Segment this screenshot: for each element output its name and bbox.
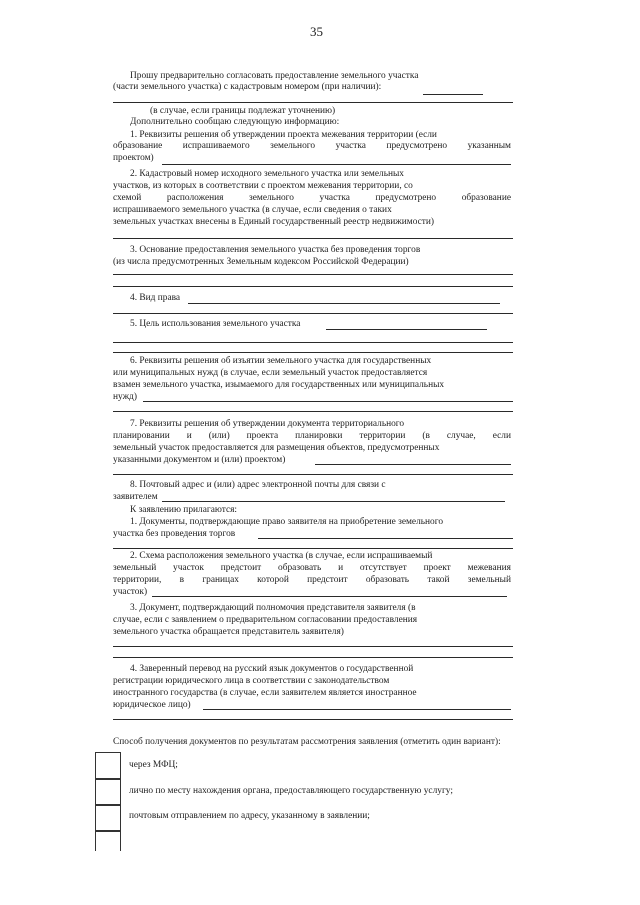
item-8-field[interactable] (162, 501, 505, 502)
item-2-field[interactable] (113, 238, 513, 239)
attachment-1-field[interactable] (258, 538, 513, 539)
request-line-2: (части земельного участка) с кадастровым номером (при наличии): (113, 82, 382, 92)
item-6-field-2[interactable] (113, 411, 513, 412)
item-3-line-1: 3. Основание предоставления земельного участка без проведения торгов (130, 245, 421, 255)
attachment-2-line-4: участок) (113, 587, 148, 597)
attachment-2-field[interactable] (152, 596, 507, 597)
attachment-2-line-3: территории, в границах которой предстоит образовать такой земельный (113, 575, 511, 585)
item-2-line-5: земельных участках внесены в Единый государственный реестр недвижимости) (113, 217, 435, 227)
item-3-field-2[interactable] (113, 286, 513, 287)
cadastral-number-field[interactable] (423, 94, 483, 95)
attachment-3-line-1: 3. Документ, подтверждающий полномочия представителя заявителя (в (130, 603, 416, 613)
attachment-2-line-2: земельный участок предстоит образовать и отсутствует проект межевания (113, 563, 511, 573)
request-line-1: Прошу предварительно согласовать предоставление земельного участка (130, 71, 419, 81)
page-number: 35 (310, 24, 323, 39)
item-6-line-3: взамен земельного участка, изымаемого для государственных или муниципальных (113, 380, 445, 390)
cadastral-number-field-line-2[interactable] (113, 102, 513, 103)
delivery-option-mfc-checkbox[interactable] (95, 752, 121, 780)
attachment-2-line-1: 2. Схема расположения земельного участка (в случае, если испрашиваемый (130, 551, 433, 561)
attachment-1-line-2: участка без проведения торгов (113, 529, 236, 539)
attachments-header: К заявлению прилагаются: (130, 505, 238, 515)
item-5-field-2[interactable] (113, 342, 513, 343)
request-line-4: Дополнительно сообщаю следующую информацию: (130, 117, 340, 127)
attachment-3-field-2[interactable] (113, 657, 513, 658)
item-3-field-1[interactable] (113, 274, 513, 275)
item-5-label: 5. Цель использования земельного участка (130, 319, 301, 329)
attachment-4-field[interactable] (203, 709, 511, 710)
item-7-line-3: земельный участок предоставляется для размещения объектов, предусмотренных (113, 443, 440, 453)
attachment-1-field-2[interactable] (113, 548, 513, 549)
attachment-4-line-1: 4. Заверенный перевод на русский язык документов о государственной (130, 664, 414, 674)
delivery-option-in-person-label: лично по месту нахождения органа, предоставляющего государственную услугу; (129, 786, 453, 796)
item-7-field-2[interactable] (113, 474, 513, 475)
item-2-line-4: испрашиваемого земельного участка (в случае, если сведения о таких (113, 205, 392, 215)
item-5-field[interactable] (326, 329, 487, 330)
item-1-line-3: проектом) (113, 153, 154, 163)
attachment-3-line-3: земельного участка обращается представитель заявителя) (113, 627, 344, 637)
item-8-line-2: заявителем (113, 492, 158, 502)
item-7-line-1: 7. Реквизиты решения об утверждении документа территориального (130, 419, 405, 429)
attachment-3-line-2: случае, если с заявлением о предварительном согласовании предоставления (113, 615, 418, 625)
item-7-field[interactable] (315, 464, 511, 465)
attachment-1-line-1: 1. Документы, подтверждающие право заявителя на приобретение земельного (130, 517, 444, 527)
request-line-3: (в случае, если границы подлежат уточнению) (150, 106, 336, 116)
delivery-option-in-person-checkbox[interactable] (95, 778, 121, 806)
attachment-4-field-2[interactable] (113, 719, 513, 720)
delivery-question: Способ получения документов по результатам рассмотрения заявления (отметить один вариант): (113, 737, 501, 747)
delivery-option-extra-checkbox[interactable] (95, 830, 121, 851)
attachment-3-field-1[interactable] (113, 646, 513, 647)
item-1-field[interactable] (162, 164, 511, 165)
item-7-line-2: планировании и (или) проекта планировки территории (в случае, если (113, 431, 511, 441)
item-6-line-1: 6. Реквизиты решения об изъятии земельного участка для государственных (130, 356, 432, 366)
item-2-line-2: участков, из которых в соответствии с проектом межевания территории, со (113, 181, 413, 191)
item-1-line-1: 1. Реквизиты решения об утверждении проекта межевания территории (если (130, 130, 437, 140)
attachment-4-line-2: регистрации юридического лица в соответствии с законодательством (113, 676, 390, 686)
attachment-4-line-3: иностранного государства (в случае, если заявителем является иностранное (113, 688, 417, 698)
item-3-line-2: (из числа предусмотренных Земельным кодексом Российской Федерации) (113, 257, 409, 267)
item-1-line-2: образование испрашиваемого земельного участка предусмотрено указанным (113, 141, 511, 151)
delivery-option-mfc-label: через МФЦ; (129, 760, 178, 770)
item-6-line-4: нужд) (113, 392, 137, 402)
item-4-label: 4. Вид права (130, 293, 181, 303)
item-5-field-3[interactable] (113, 352, 513, 353)
delivery-option-mail-checkbox[interactable] (95, 804, 121, 832)
item-8-line-1: 8. Почтовый адрес и (или) адрес электронной почты для связи с (130, 480, 386, 490)
item-2-line-3: схемой расположения земельного участка предусмотрено образование (113, 193, 511, 203)
item-2-line-1: 2. Кадастровый номер исходного земельного участка или земельных (130, 169, 404, 179)
item-4-field-2[interactable] (113, 313, 513, 314)
item-6-line-2: или муниципальных нужд (в случае, если земельный участок предоставляется (113, 368, 428, 378)
attachment-4-line-4: юридическое лицо) (113, 700, 191, 710)
delivery-option-mail-label: почтовым отправлением по адресу, указанному в заявлении; (129, 811, 370, 821)
item-4-field[interactable] (188, 303, 500, 304)
item-6-field[interactable] (143, 401, 513, 402)
item-7-line-4: указанными документом и (или) проектом) (113, 455, 286, 465)
